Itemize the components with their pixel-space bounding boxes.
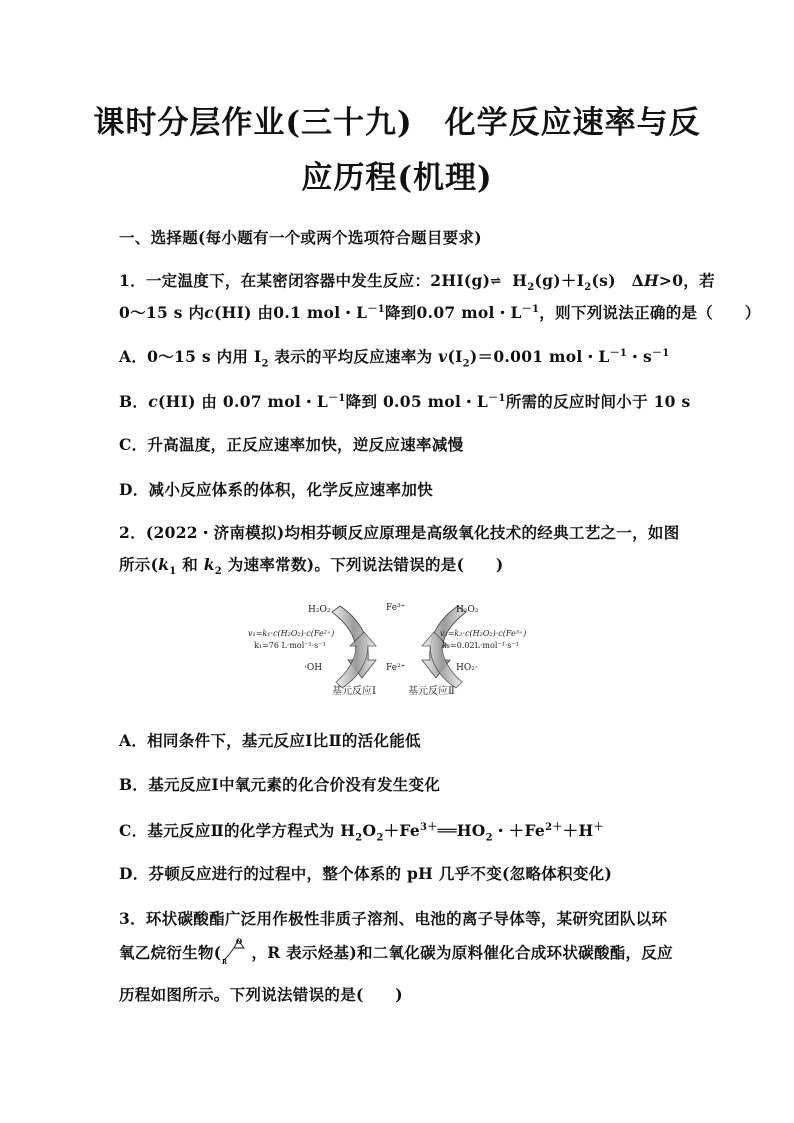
- q1-option-b: B．c(HI) 由 0.07 mol・$L^{-1}$降到 0.05 mol・$L^{-1}$所需的反应时间小于 10 s: [119, 392, 691, 412]
- q1-stem-line2: 0～15 s 内c(HI) 由0.1 mol・$L^{-1}$降到0.07 mol・$L^{-1}$，则下列说法正确的是（ ）: [119, 303, 761, 323]
- q2-stem-line1: 2．(2022・济南模拟)均相芬顿反应原理是高级氧化技术的经典工艺之一，如图: [119, 523, 680, 542]
- fig-label-reaction-2: 基元反应Ⅱ: [408, 686, 455, 697]
- q1-option-d: D．减小反应体系的体积，化学反应速率加快: [119, 480, 433, 499]
- q3-stem-line1: 3．环状碳酸酯广泛用作极性非质子溶剂、电池的离子导体等，某研究团队以环: [119, 909, 668, 928]
- fig-k1: k₁=76 L·mol⁻¹·s⁻¹: [254, 641, 326, 650]
- fig-fe2: Fe²⁺: [386, 663, 406, 673]
- q2-option-a: A．相同条件下，基元反应Ⅰ比Ⅱ的活化能低: [119, 731, 421, 750]
- fig-k2: k₂=0.02L·mol⁻¹·s⁻¹: [442, 641, 519, 650]
- epoxide-structure-icon: [222, 938, 250, 964]
- q2-option-d: D．芬顿反应进行的过程中，整个体系的 pH 几乎不变(忽略体积变化): [119, 864, 613, 883]
- q1-option-a: A．0～15 s 内用 $I_2$ 表示的平均反应速率为 $v(I_2)=0.001$ mol・$L^{-1}$・$s^{-1}$: [119, 347, 670, 370]
- fig-h2o2-left: H₂O₂: [308, 605, 331, 615]
- q2-option-c: C．基元反应Ⅱ的化学方程式为 $H_2O_2+Fe^{3+}══HO_2$・$+Fe^{2+}+H^+$: [119, 821, 604, 844]
- page-title-line2: 应历程(机理): [301, 160, 493, 196]
- section-heading: 一、选择题(每小题有一个或两个选项符合题目要求): [119, 228, 482, 247]
- fig-ho2: HO₂·: [456, 663, 478, 673]
- page-title-line1: 课时分层作业(三十九) 化学反应速率与反: [93, 105, 701, 141]
- fig-v2: v₂=k₂·c(H₂O₂)·c(Fe³⁺): [440, 629, 527, 638]
- epoxide-o-label: O: [236, 938, 243, 946]
- reversible-arrow-icon: ⇌: [490, 274, 502, 289]
- fenton-reaction-diagram: [244, 598, 554, 698]
- q1-option-c: C．升高温度，正反应速率加快，逆反应速率减慢: [119, 435, 464, 454]
- q1-stem-line1: 1．一定温度下，在某密闭容器中发生反应：2HI(g)⇌ $H_2(g)+I_2(s)$ ΔH>0，若: [119, 271, 715, 294]
- fig-oh: ·OH: [304, 663, 323, 673]
- fig-h2o2-right: H₂O₂: [456, 605, 479, 615]
- fig-v1: v₁=k₁·c(H₂O₂)·c(Fe²⁺): [248, 629, 335, 638]
- fig-fe3: Fe³⁺: [386, 603, 406, 613]
- q3-stem-line2: 氧乙烷衍生物( O R ，R 表示烃基)和二氧化碳为原料催化合成环状碳酸酯，反应: [119, 938, 673, 964]
- q2-option-b: B．基元反应Ⅰ中氧元素的化合价没有发生变化: [119, 775, 441, 794]
- q2-stem-line2: 所示($k_1$ 和 $k_2$ 为速率常数)。下列说法错误的是( ): [119, 555, 504, 578]
- epoxide-r-label: R: [222, 959, 228, 964]
- q3-stem-line3: 历程如图所示。下列说法错误的是( ): [119, 985, 403, 1004]
- fig-label-reaction-1: 基元反应Ⅰ: [332, 686, 376, 697]
